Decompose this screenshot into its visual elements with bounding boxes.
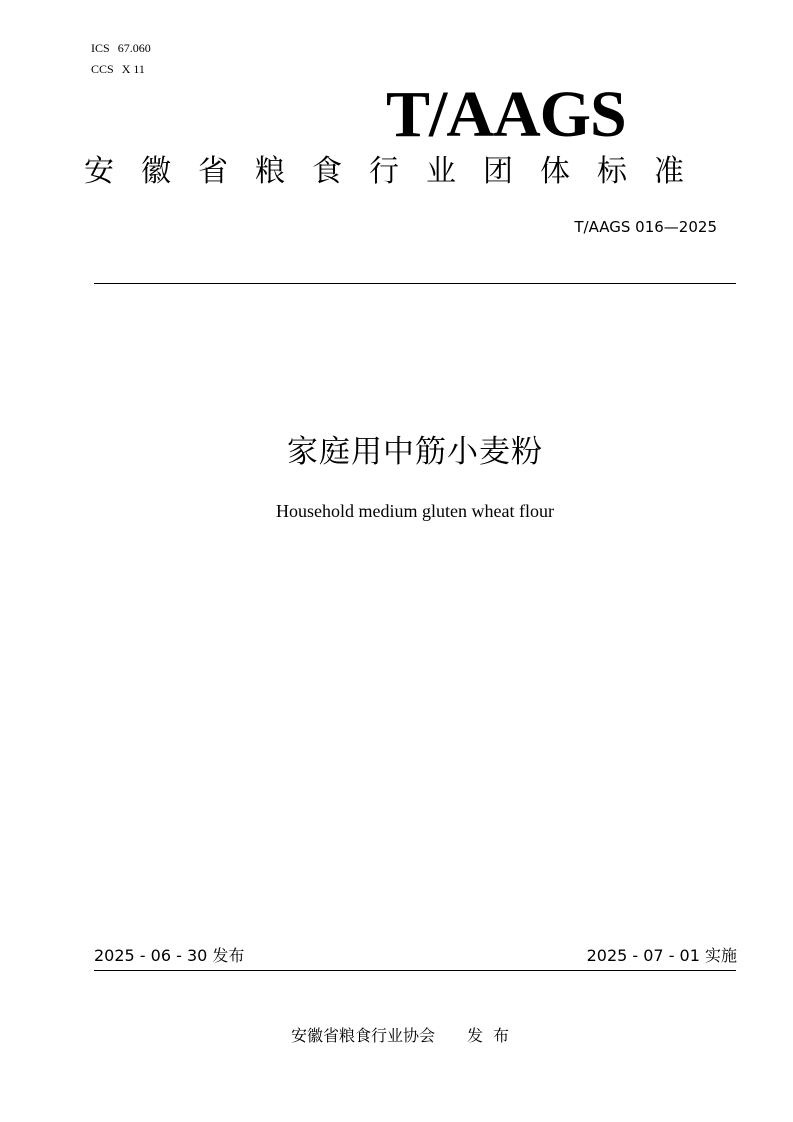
release-date: 2025 - 06 - 30 发布: [94, 946, 245, 965]
standard-logo: T/AAGS: [386, 78, 626, 151]
ics-row: [91, 38, 151, 59]
ccs-code: X 11: [121, 62, 145, 76]
ics-label: ICS: [91, 41, 110, 55]
document-title-chinese: 家庭用中筋小麦粉: [287, 434, 543, 470]
publisher-line: [0, 1025, 793, 1047]
ccs-row: [91, 59, 151, 80]
classification-codes: [91, 38, 151, 80]
implementation-date: 2025 - 07 - 01 实施: [586, 946, 737, 965]
bottom-divider: [94, 970, 736, 971]
top-divider: [94, 283, 736, 284]
standard-number: T/AAGS 016—2025: [574, 218, 717, 236]
publisher-verb: 发布: [467, 1026, 520, 1045]
ccs-label: CCS: [91, 62, 114, 76]
publisher-name: 安徽省粮食行业协会: [290, 1026, 435, 1045]
organization-title: 安徽省粮食行业团体标准: [84, 154, 711, 189]
document-title-english: Household medium gluten wheat flour: [276, 501, 554, 521]
ics-code: 67.060: [117, 41, 151, 55]
